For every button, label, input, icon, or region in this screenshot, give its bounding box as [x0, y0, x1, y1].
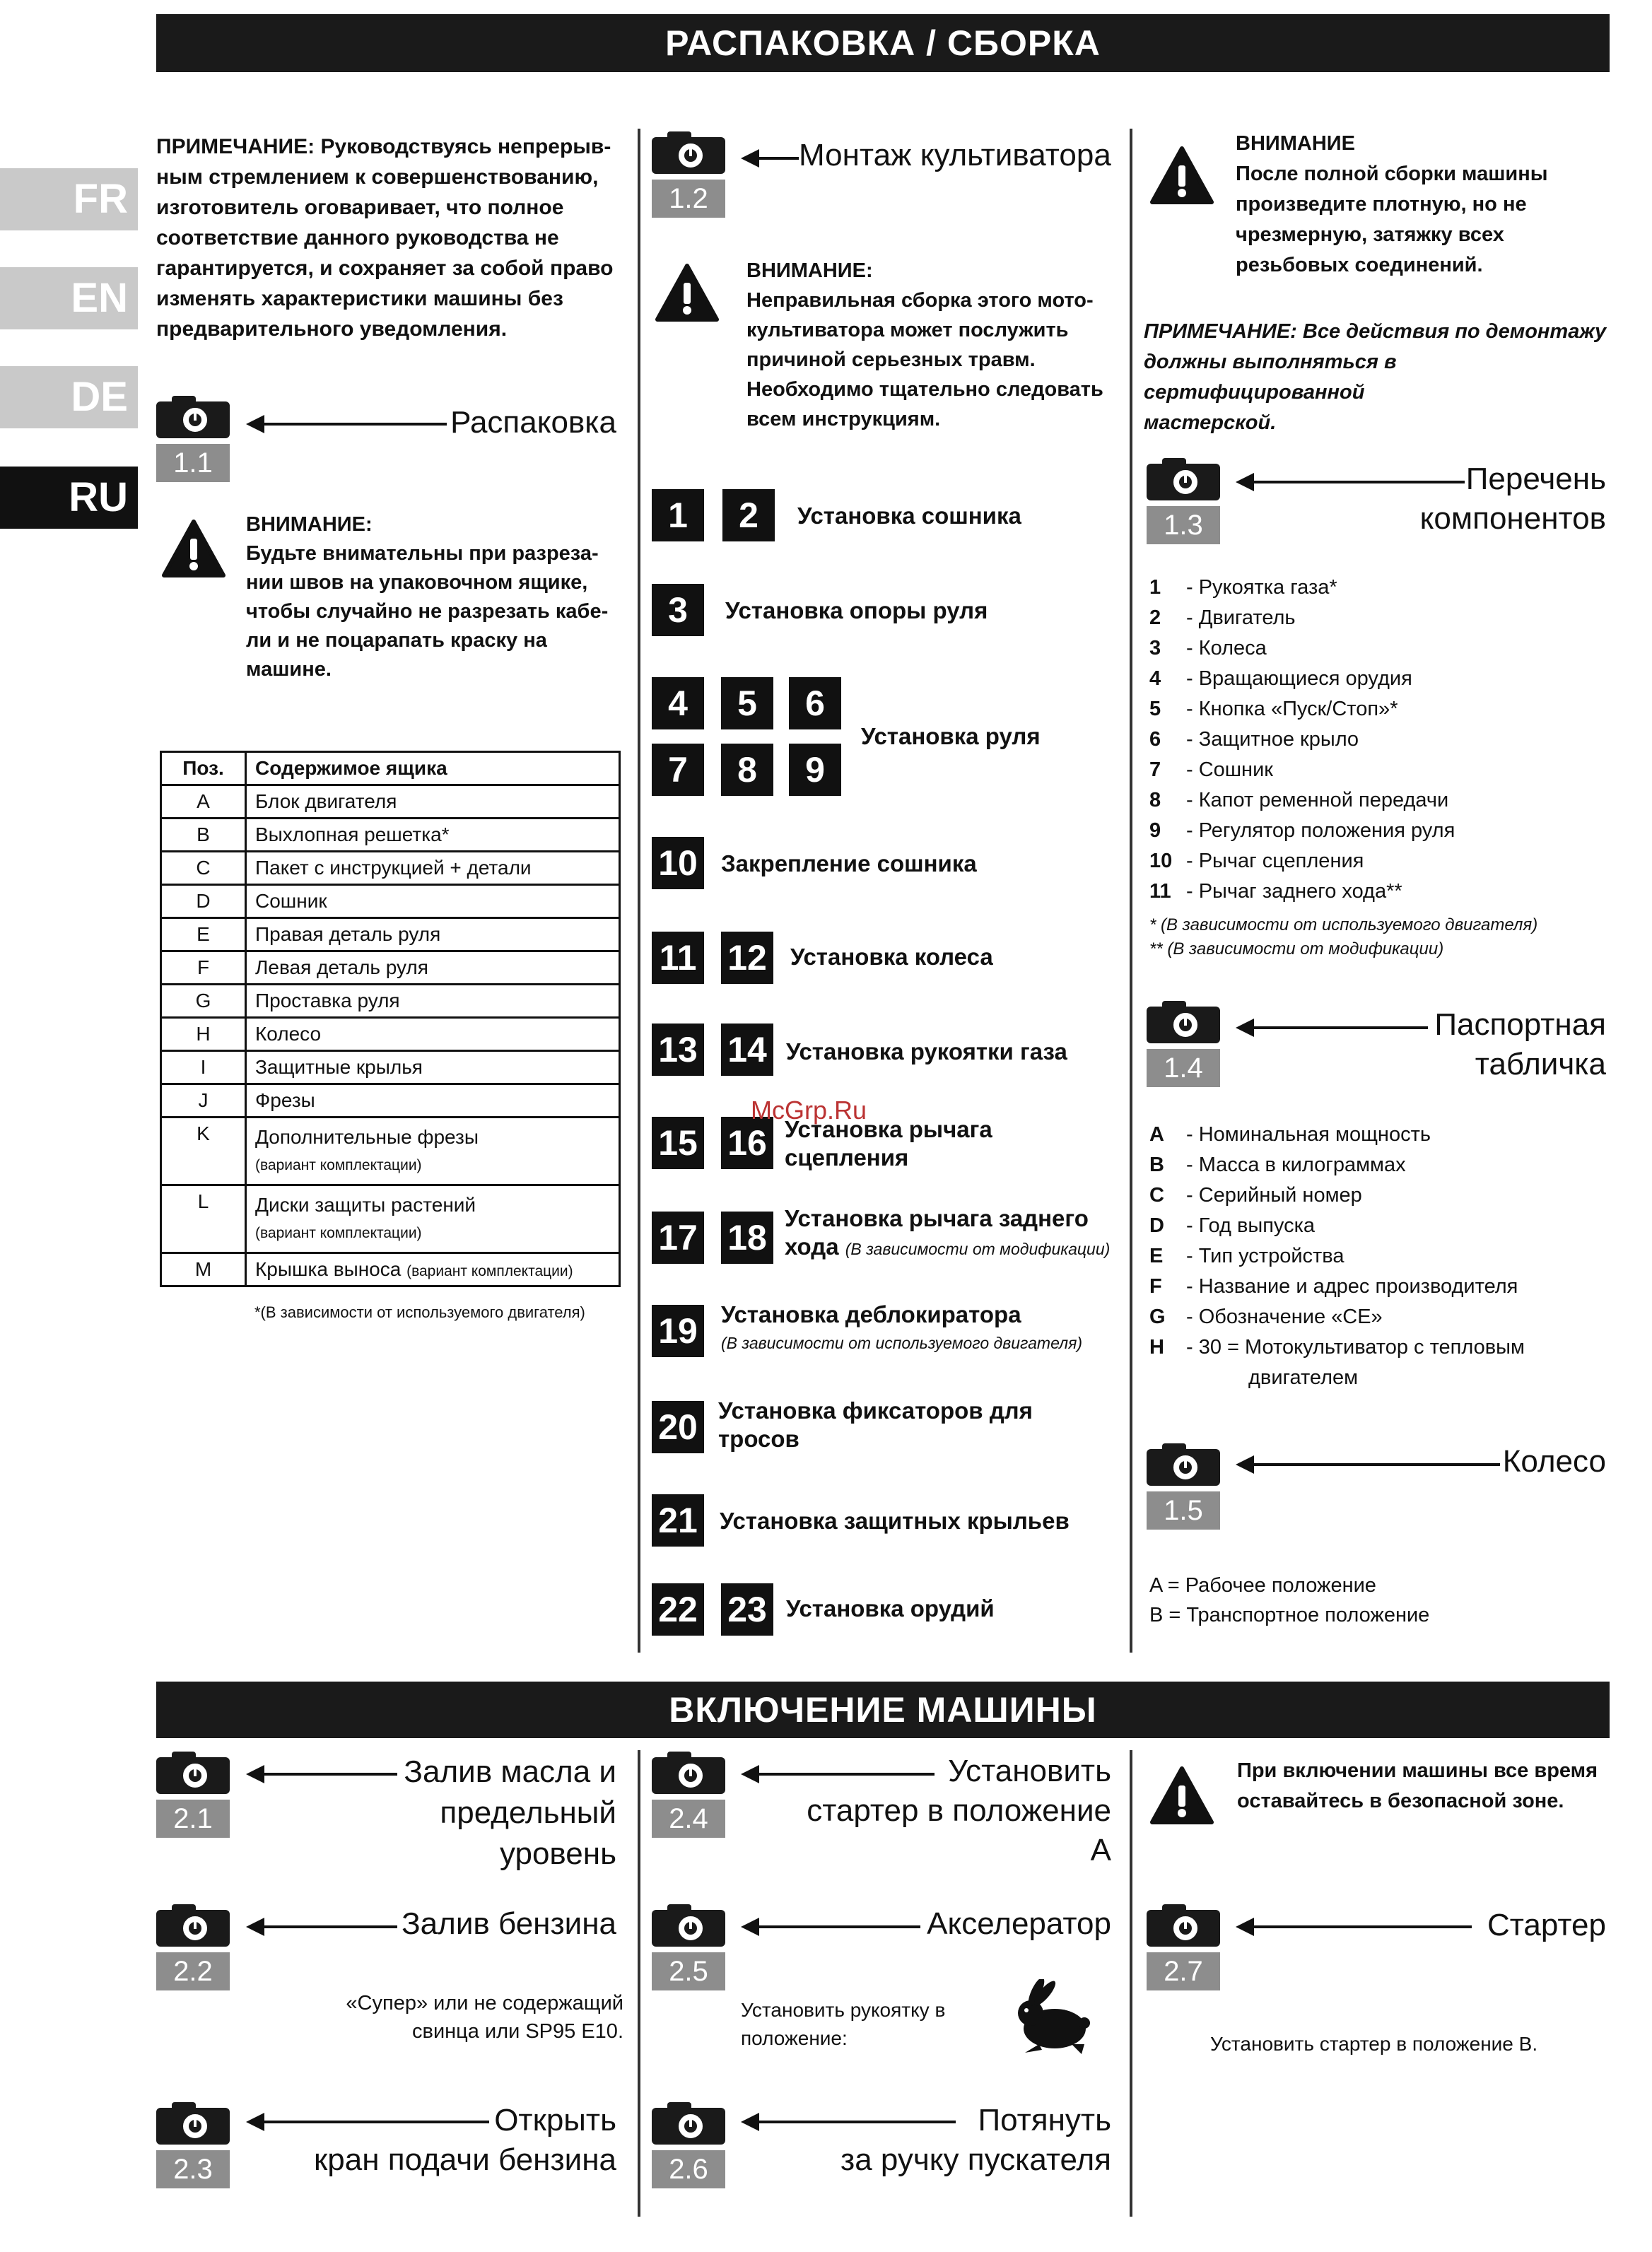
- step-title: Установить стартер в положение А: [807, 1754, 1111, 1867]
- camera-icon: [156, 1904, 230, 1941]
- step-badge: 2.3: [156, 2150, 230, 2188]
- list-item: 5 - Кнопка «Пуск/Стоп»*: [1149, 698, 1398, 720]
- warning-icon: [1149, 1766, 1214, 1825]
- list-item: H - 30 = Мотокультиватор с тепловым: [1149, 1336, 1525, 1359]
- section-header-start: ВКЛЮЧЕНИЕ МАШИНЫ: [156, 1682, 1610, 1738]
- step-label: Установка защитных крыльев: [720, 1508, 1070, 1534]
- list-item: D - Год выпуска: [1149, 1214, 1316, 1237]
- step-number: 10: [652, 837, 704, 889]
- step-badge: 1.5: [1147, 1491, 1220, 1530]
- camera-icon: [652, 131, 725, 168]
- step-label: Установка руля: [861, 723, 1041, 749]
- step-number: 21: [652, 1494, 704, 1547]
- camera-icon: [1147, 1001, 1220, 1038]
- step-title: Потянуть за ручку пускателя: [840, 2103, 1111, 2177]
- table-row: B Выхлопная решетка*: [161, 819, 620, 852]
- list-item: A - Номинальная мощность: [1149, 1123, 1431, 1146]
- step-label: Установка рукоятки газа: [786, 1038, 1067, 1065]
- table-header-contents: Содержимое ящика: [246, 752, 620, 785]
- table-row: J Фрезы: [161, 1084, 620, 1118]
- step-number: 17: [652, 1212, 704, 1264]
- column-divider: [1130, 1750, 1132, 2217]
- step-number: 19: [652, 1305, 704, 1357]
- lang-tab-de[interactable]: DE: [0, 366, 138, 428]
- step-number: 13: [652, 1024, 704, 1076]
- list-item: 1 - Рукоятка газа*: [1149, 576, 1337, 599]
- step-2-6-camera: [652, 2102, 725, 2185]
- manufacturer-note: ПРИМЕЧАНИЕ: Руководствуясь непрерыв- ным стремлением к совершенствованию, изготовитель оговаривает, что полное соответствие данного руководства не гарантируется, и сохраняет за собой право изменять характеристики машины без предварительного уведомления.: [156, 135, 614, 341]
- step-badge: 2.7: [1147, 1952, 1220, 1990]
- list-item: F - Название и адрес производителя: [1149, 1275, 1518, 1298]
- step-number: 15: [652, 1117, 704, 1169]
- list-item: 10 - Рычаг сцепления: [1149, 850, 1364, 872]
- table-row: G Проставка руля: [161, 985, 620, 1018]
- step-number: 2: [722, 489, 775, 541]
- list-item: B - Масса в килограммах: [1149, 1154, 1406, 1176]
- step-number: 23: [721, 1583, 773, 1636]
- camera-icon: [1147, 1904, 1220, 1941]
- list-item: 8 - Капот ременной передачи: [1149, 789, 1449, 811]
- step-title: Монтаж культиватора: [799, 138, 1111, 172]
- arrow-left-icon: [249, 423, 447, 426]
- components-footnote: * (В зависимости от используемого двигателя) ** (В зависимости от модификации): [1149, 915, 1538, 958]
- warning-icon: [655, 263, 720, 322]
- table-row: L Диски защиты растений (вариант комплектации): [161, 1185, 620, 1253]
- step-badge: 1.4: [1147, 1049, 1220, 1087]
- table-row: A Блок двигателя: [161, 785, 620, 819]
- camera-icon: [652, 1752, 725, 1788]
- warning-tightening: ВНИМАНИЕ После полной сборки машины произведите плотную, но не чрезмерную, затяжку всех резьбовых соединений.: [1236, 132, 1548, 276]
- step-badge: 2.1: [156, 1800, 230, 1838]
- camera-icon: [156, 1752, 230, 1788]
- camera-icon: [652, 1904, 725, 1941]
- table-row: H Колесо: [161, 1018, 620, 1051]
- table-footnote: *(В зависимости от используемого двигателя): [254, 1303, 585, 1321]
- column-divider: [638, 129, 640, 1653]
- step-1-2-camera: [652, 131, 725, 214]
- step-2-7-camera: [1147, 1904, 1220, 1987]
- step-label: Установка орудий: [786, 1595, 995, 1621]
- step-number: 3: [652, 584, 704, 636]
- box-contents-table: [160, 751, 621, 1287]
- section-header-unpacking: РАСПАКОВКА / СБОРКА: [156, 14, 1610, 72]
- warning-safe-zone: При включении машины все время оставайтесь в безопасной зоне.: [1237, 1759, 1598, 1812]
- step-badge: 2.4: [652, 1800, 725, 1838]
- step-2-5-camera: [652, 1904, 725, 1987]
- list-item: C - Серийный номер: [1149, 1184, 1362, 1207]
- step-title: Стартер: [1487, 1908, 1606, 1942]
- warning-unpacking: ВНИМАНИЕ: Будьте внимательны при разреза- нии швов на упаковочном ящике, чтобы случайно не разрезать кабе- ли и не поцарапать краску на машине.: [246, 513, 609, 681]
- list-item: 11 - Рычаг заднего хода**: [1149, 880, 1402, 903]
- list-item: E - Тип устройства: [1149, 1245, 1345, 1267]
- step-number: 6: [789, 677, 841, 729]
- step-number: 9: [789, 744, 841, 796]
- list-item: 3 - Колеса: [1149, 637, 1267, 659]
- starter-note: Установить стартер в положение B.: [1210, 2033, 1538, 2055]
- step-2-4-camera: [652, 1752, 725, 1834]
- step-2-1-camera: [156, 1752, 230, 1834]
- step-number: 12: [721, 932, 773, 984]
- watermark: McGrp.Ru: [751, 1096, 867, 1125]
- table-row: F Левая деталь руля: [161, 951, 620, 985]
- step-label: Установка колеса: [790, 944, 993, 970]
- step-label: Установка деблокиратора (В зависимости от используемого двигателя): [721, 1301, 1083, 1352]
- step-number: 20: [652, 1401, 704, 1453]
- step-label: Установка фиксаторов для тросов: [718, 1397, 1033, 1452]
- step-label: Установка рычага сцепления: [785, 1116, 992, 1171]
- step-title: Паспортная табличка: [1434, 1007, 1606, 1081]
- rabbit-icon: [1011, 1979, 1096, 2057]
- list-item: G - Обозначение «CE»: [1149, 1306, 1383, 1328]
- camera-icon: [652, 2102, 725, 2139]
- components-list: [1149, 573, 1602, 907]
- camera-icon: [156, 2102, 230, 2139]
- step-number: 4: [652, 677, 704, 729]
- list-item: 6 - Защитное крыло: [1149, 728, 1359, 751]
- step-number: 5: [721, 677, 773, 729]
- step-title: Залив бензина: [402, 1906, 616, 1941]
- list-item: 2 - Двигатель: [1149, 606, 1296, 629]
- step-badge: 1.1: [156, 444, 230, 482]
- wheel-positions: A = Рабочее положение B = Транспортное положение: [1149, 1574, 1430, 1626]
- step-number: 11: [652, 932, 704, 984]
- step-title: Залив масла и предельный уровень: [404, 1754, 616, 1871]
- rating-plate-list: [1149, 1120, 1609, 1393]
- camera-icon: [1147, 1443, 1220, 1480]
- step-1-1-camera: [156, 396, 230, 479]
- warning-icon: [161, 519, 226, 578]
- list-item: двигателем: [1248, 1366, 1359, 1389]
- table-row: E Правая деталь руля: [161, 918, 620, 951]
- warning-icon: [1149, 146, 1214, 205]
- lang-tab-ru[interactable]: RU: [0, 467, 138, 529]
- step-2-3-camera: [156, 2102, 230, 2185]
- table-header: [161, 752, 620, 785]
- step-number: 1: [652, 489, 704, 541]
- step-number: 14: [721, 1024, 773, 1076]
- step-number: 16: [721, 1117, 773, 1169]
- step-number: 7: [652, 744, 704, 796]
- step-label: Установка опоры руля: [725, 597, 988, 623]
- table-row: M Крышка выноса (вариант комплектации): [161, 1253, 620, 1286]
- step-label: Закрепление сошника: [721, 850, 977, 876]
- step-title: Колесо: [1502, 1444, 1606, 1479]
- step-title: Акселератор: [927, 1906, 1111, 1941]
- table-row: C Пакет с инструкцией + детали: [161, 852, 620, 885]
- warning-assembly: ВНИМАНИЕ: Неправильная сборка этого мото- культиватора может послужить причиной серьезных травм. Необходимо тщательно следовать всем инструкциям.: [746, 259, 1103, 430]
- camera-icon: [156, 396, 230, 433]
- throttle-note: Установить рукоятку в положение:: [741, 1999, 946, 2049]
- list-item: 7 - Сошник: [1149, 758, 1273, 781]
- step-label: Установка сошника: [797, 503, 1021, 529]
- column-divider: [1130, 129, 1132, 1653]
- table-row: I Защитные крылья: [161, 1051, 620, 1084]
- step-badge: 2.2: [156, 1952, 230, 1990]
- step-badge: 2.6: [652, 2150, 725, 2188]
- lang-tab-en[interactable]: EN: [0, 267, 138, 329]
- step-1-3-camera: [1147, 458, 1220, 541]
- step-1-4-camera: [1147, 1001, 1220, 1084]
- step-number: 18: [721, 1212, 773, 1264]
- fuel-type-note: «Супер» или не содержащий свинца или SP95 E10.: [346, 1992, 623, 2043]
- table-header-pos: Поз.: [161, 752, 246, 785]
- arrow-left-icon: [744, 157, 799, 160]
- step-2-2-camera: [156, 1904, 230, 1987]
- step-badge: 1.2: [652, 180, 725, 218]
- table-row: K Дополнительные фрезы (вариант комплектации): [161, 1118, 620, 1185]
- step-title: Перечень компонентов: [1419, 462, 1606, 536]
- step-badge: 2.5: [652, 1952, 725, 1990]
- list-item: 4 - Вращающиеся орудия: [1149, 667, 1412, 690]
- step-badge: 1.3: [1147, 506, 1220, 544]
- step-title: Распаковка: [450, 405, 616, 440]
- step-1-5-camera: [1147, 1443, 1220, 1526]
- dismantling-note: ПРИМЕЧАНИЕ: Все действия по демонтажу должны выполняться в сертифицированной мастерской.: [1144, 320, 1607, 434]
- table-row: D Сошник: [161, 885, 620, 918]
- step-label: Установка рычага заднего хода (В зависимости от модификации): [785, 1205, 1111, 1260]
- step-number: 8: [721, 744, 773, 796]
- step-title: Открыть кран подачи бензина: [314, 2103, 616, 2177]
- column-divider: [638, 1750, 640, 2217]
- lang-tab-fr[interactable]: FR: [0, 168, 138, 230]
- list-item: 9 - Регулятор положения руля: [1149, 819, 1455, 842]
- step-number: 22: [652, 1583, 704, 1636]
- camera-icon: [1147, 458, 1220, 495]
